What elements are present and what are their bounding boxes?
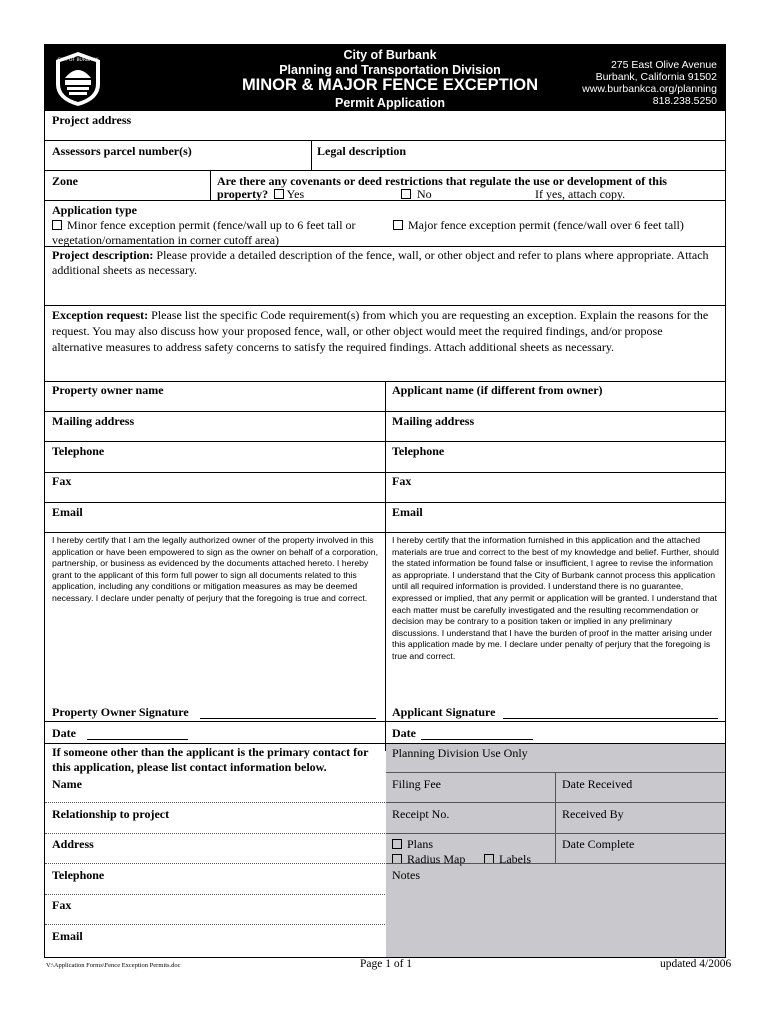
plans-option bbox=[392, 837, 433, 852]
contact-telephone-label: Telephone bbox=[52, 868, 105, 882]
project-description bbox=[52, 248, 716, 278]
owner-email-label: Email bbox=[52, 505, 83, 519]
division-name: Planning and Transportation Division bbox=[279, 63, 501, 77]
major-exception-label: Major fence exception permit (fence/wall over 6 feet tall) bbox=[408, 218, 684, 232]
owner-telephone-label: Telephone bbox=[52, 444, 105, 458]
major-exception-option bbox=[393, 218, 684, 233]
labels-label: Labels bbox=[499, 852, 531, 866]
contact-intro: If someone other than the applicant is the primary contact for this application, please list contact information below. bbox=[52, 745, 369, 774]
exception-request-text: Please list the specific Code requirement(s) from which you are requesting an exception. Explain the reasons for the request. You may also discuss how your proposed fence, wall, or other object would meet the required findings, and/or propose alternative measures to address safety concerns to satisfy the required findings. Attach additional sheets as necessary. bbox=[52, 308, 709, 354]
applicant-fax-label: Fax bbox=[392, 474, 412, 488]
contact-relationship-label: Relationship to project bbox=[52, 807, 170, 821]
contact-fax-label: Fax bbox=[52, 898, 72, 912]
owner-date-label: Date bbox=[52, 726, 76, 740]
minor-exception-label: Minor fence exception permit (fence/wall up to 6 feet tall or bbox=[67, 218, 356, 232]
contact-email-label: Email bbox=[52, 929, 83, 943]
no-checkbox[interactable] bbox=[401, 189, 411, 199]
applicant-telephone-label: Telephone bbox=[392, 444, 445, 458]
major-exception-checkbox[interactable] bbox=[393, 220, 403, 230]
applicant-date-label: Date bbox=[392, 726, 416, 740]
file-path: V:\Application Forms\Fence Exception Permits.doc bbox=[46, 962, 181, 969]
contact-address-label: Address bbox=[52, 837, 94, 851]
form-header bbox=[45, 45, 725, 111]
minor-exception-label-cont: vegetation/ornamentation in corner cutoff area) bbox=[52, 233, 280, 247]
zone-label: Zone bbox=[52, 174, 79, 188]
application-type-label: Application type bbox=[52, 203, 138, 217]
owner-fax-label: Fax bbox=[52, 474, 72, 488]
notes-label: Notes bbox=[392, 868, 420, 882]
application-form bbox=[44, 44, 726, 958]
owner-mailing-address-label: Mailing address bbox=[52, 414, 135, 428]
attach-copy-note: If yes, attach copy. bbox=[535, 187, 626, 201]
contact-name-label: Name bbox=[52, 777, 82, 791]
project-description-label: Project description: bbox=[52, 248, 154, 262]
applicant-mailing-address-label: Mailing address bbox=[392, 414, 475, 428]
project-description-text: Please provide a detailed description of the fence, wall, or other object and refer to plans where appropriate. Attach additional sheets as necessary. bbox=[52, 248, 709, 277]
office-use-title: Planning Division Use Only bbox=[392, 746, 528, 760]
property-owner-name-label: Property owner name bbox=[52, 383, 164, 397]
city-name: City of Burbank bbox=[343, 48, 437, 62]
radius-map-option bbox=[392, 852, 465, 867]
svg-text:CITY OF BURBANK: CITY OF BURBANK bbox=[57, 58, 99, 63]
office-address-line1: 275 East Olive Avenue bbox=[610, 59, 717, 71]
updated-date: updated 4/2006 bbox=[660, 958, 732, 970]
assessors-parcel-label: Assessors parcel number(s) bbox=[52, 144, 192, 158]
exception-request bbox=[52, 307, 716, 355]
covenants-question: Are there any covenants or deed restrictions that regulate the use or development of this bbox=[217, 174, 667, 188]
office-phone: 818.238.5250 bbox=[652, 95, 717, 107]
labels-option bbox=[484, 852, 531, 867]
city-seal-logo bbox=[53, 50, 103, 108]
applicant-signature-label: Applicant Signature bbox=[392, 705, 496, 719]
minor-exception-option bbox=[52, 218, 356, 233]
plans-checkbox[interactable] bbox=[392, 839, 402, 849]
covenants-question-cont: property bbox=[217, 187, 263, 201]
yes-checkbox[interactable] bbox=[274, 189, 284, 199]
page-number: Page 1 of 1 bbox=[360, 958, 413, 970]
received-by-label: Received By bbox=[562, 807, 624, 821]
applicant-name-label: Applicant name (if different from owner) bbox=[392, 383, 603, 397]
owner-signature-label: Property Owner Signature bbox=[52, 705, 189, 719]
project-address-label: Project address bbox=[52, 113, 132, 127]
receipt-no-label: Receipt No. bbox=[392, 807, 450, 821]
owner-certification: I hereby certify that I am the legally authorized owner of the property involved in this application or have been empowered to sign as the owner on behalf of a corporation, partnership, or business as evidenced by the documents attached hereto. I hereby grant to the applicant of this form full power to sign all documents related to this application, including any conditions or mitigation measures as may be deemed necessary. I declare under penalty of perjury that the foregoing is true and correct. bbox=[52, 535, 378, 603]
covenants-answer-row: property? Yes bbox=[217, 187, 305, 201]
legal-description-label: Legal description bbox=[317, 144, 406, 158]
no-label: No bbox=[417, 187, 432, 201]
office-website: www.burbankca.org/planning bbox=[582, 83, 717, 95]
filing-fee-label: Filing Fee bbox=[392, 777, 442, 791]
radius-map-label: Radius Map bbox=[407, 852, 466, 866]
form-title: MINOR & MAJOR FENCE EXCEPTION bbox=[241, 76, 539, 94]
applicant-email-label: Email bbox=[392, 505, 423, 519]
yes-label: Yes bbox=[286, 187, 305, 201]
plans-label: Plans bbox=[407, 837, 434, 851]
exception-request-label: Exception request: bbox=[52, 308, 149, 322]
form-subtitle: Permit Application bbox=[335, 96, 445, 110]
applicant-certification: I hereby certify that the information furnished in this application and the attached materials are true and correct to the best of my knowledge and belief. Further, should the stated information be found false or insufficient, I agree to revise the information as appropriate. I understand that the City of Burbank cannot process this application until all required information is provided. I understand there is no guarantee, expressed or implied, that any permit or application will be granted. I understand that each matter must be carefully investigated and the resulting recommendation or decision may be contrary to a position taken or implied in any preliminary discussions. I understand that I have the burden of proof in the matter arising under this application made by me. I declare under penalty of perjury that the foregoing is true and correct. bbox=[392, 535, 719, 661]
minor-exception-checkbox[interactable] bbox=[52, 220, 62, 230]
date-complete-label: Date Complete bbox=[562, 837, 635, 851]
date-received-label: Date Received bbox=[562, 777, 633, 791]
office-address-line2: Burbank, California 91502 bbox=[595, 71, 717, 83]
